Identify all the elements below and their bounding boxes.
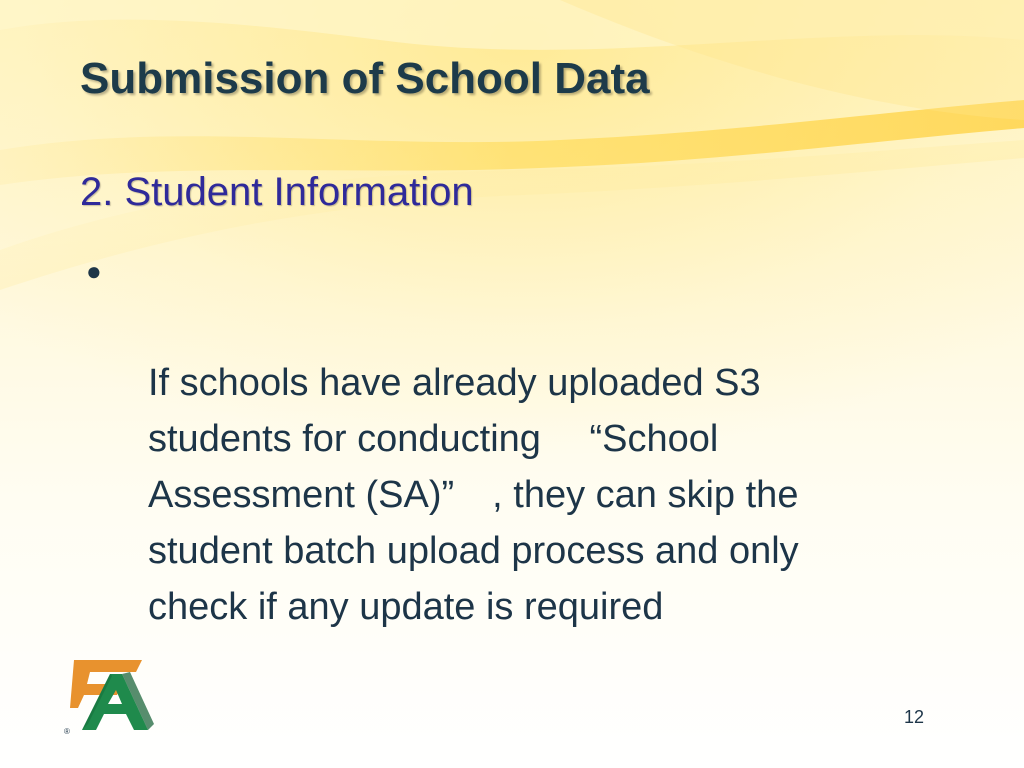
ea-logo-icon [60, 652, 164, 738]
bullet-list [80, 243, 950, 635]
slide-subtitle: 2. Student Information [80, 170, 474, 214]
slide-title: Submission of School Data [80, 54, 650, 103]
bullet-text: If schools have already uploaded S3 students for conducting “School Assessment (SA)” , they can skip the student batch upload process and only check if any update is required [148, 362, 799, 628]
bullet-item [80, 243, 950, 635]
registered-mark: ® [64, 727, 70, 736]
bullet-marker: ● [86, 256, 102, 286]
page-number: 12 [904, 707, 925, 727]
